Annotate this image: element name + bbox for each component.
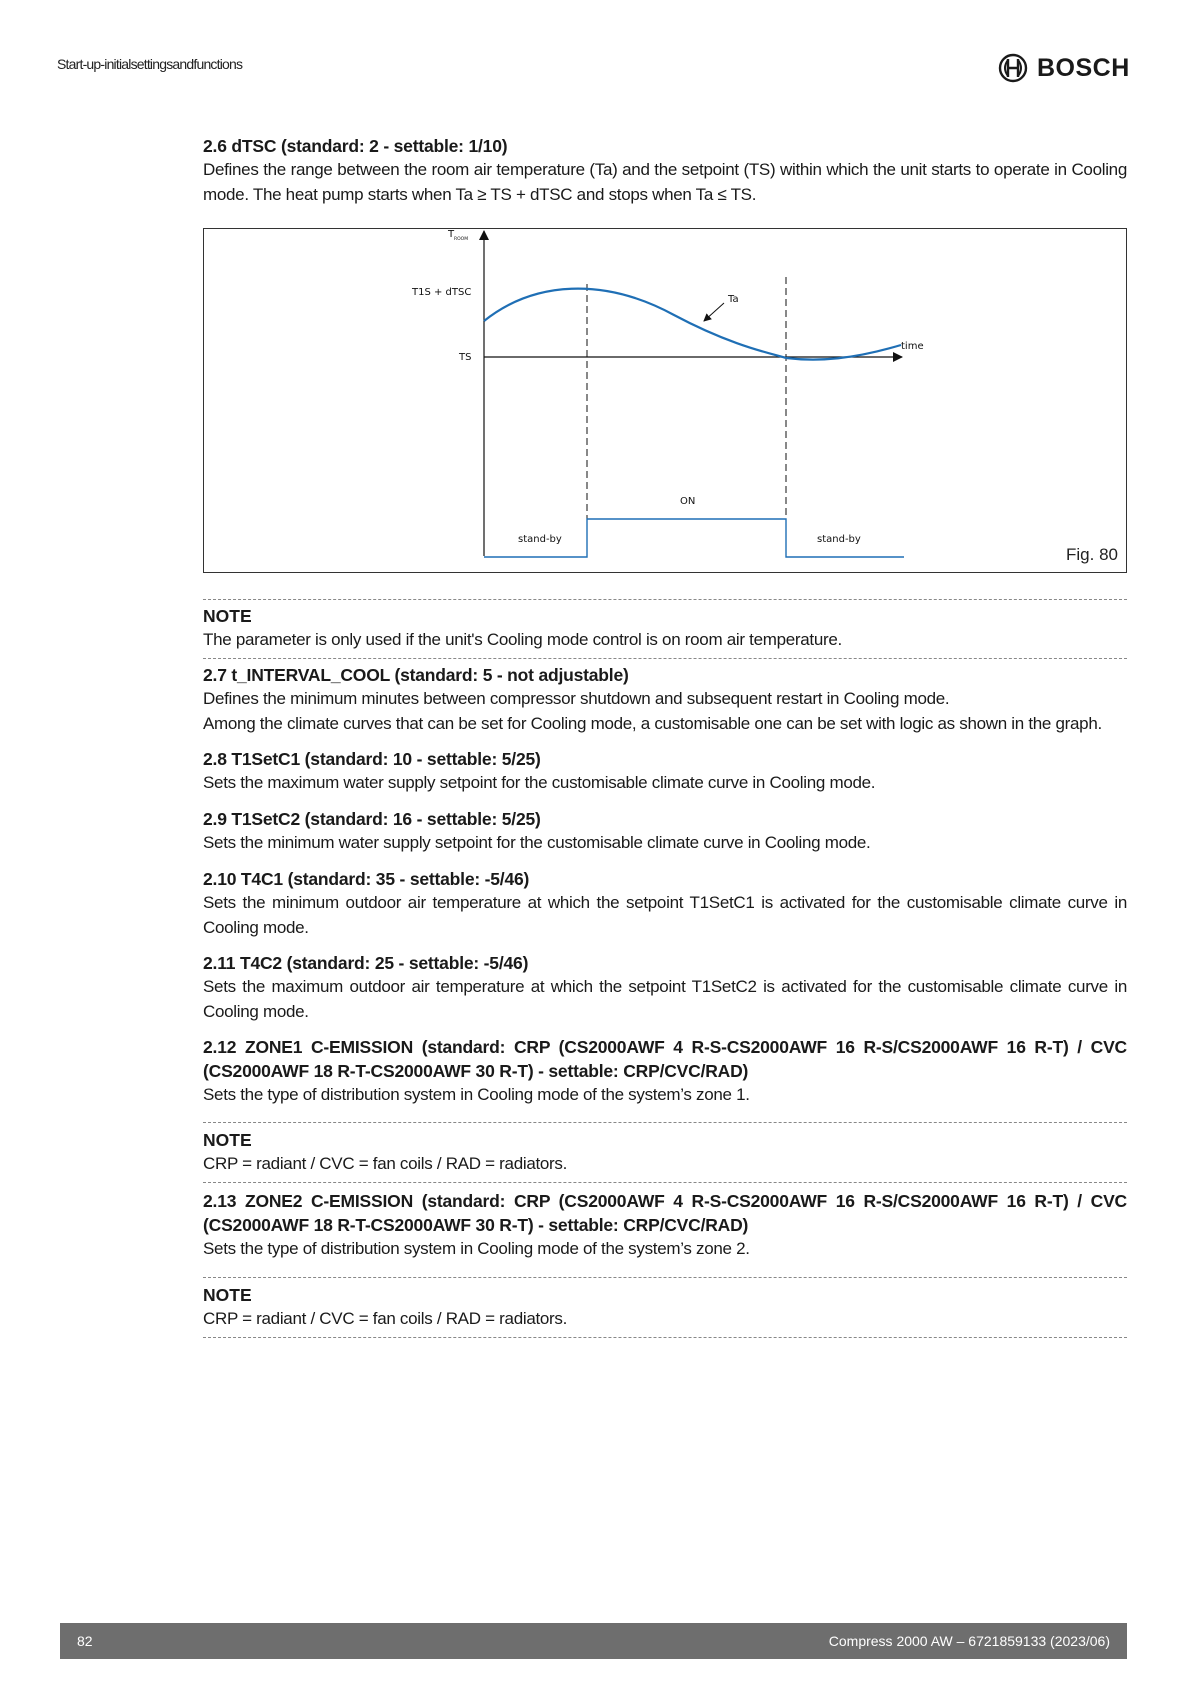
section-2-6 [203,134,1127,207]
standby-label-2: stand-by [817,534,861,545]
y-axis-label: T [448,229,455,240]
divider [203,1182,1127,1183]
section-2-12 [203,1035,1127,1108]
divider [203,1277,1127,1278]
divider [203,599,1127,600]
upper-threshold-label: T1S + dTSC [412,287,472,298]
page-footer [60,1623,1127,1659]
on-label: ON [680,496,696,507]
divider [203,658,1127,659]
ta-label: Ta [728,294,739,305]
section-title: 2.12 ZONE1 C-EMISSION (standard: CRP (CS2000AWF 4 R-S-CS2000AWF 16 R-S/CS2000AWF 16 R-T) / CVC (CS2000AWF 18 R-T-CS2000AWF 30 R-T) - settable: CRP/CVC/RAD) [203,1037,1127,1081]
room-temperature-curve [484,289,901,360]
section-title: 2.13 ZONE2 C-EMISSION (standard: CRP (CS2000AWF 4 R-S-CS2000AWF 16 R-S/CS2000AWF 16 R-T) / CVC (CS2000AWF 18 R-T-CS2000AWF 30 R-T) - settable: CRP/CVC/RAD) [203,1191,1127,1235]
figure-80 [203,228,1127,573]
divider [203,1122,1127,1123]
setpoint-label: TS [459,352,472,363]
section-2-9 [203,807,1127,856]
section-text: Sets the type of distribution system in Cooling mode of the system’s zone 1. [203,1085,750,1104]
note-title: NOTE [203,1285,252,1305]
section-text: Defines the minimum minutes between compressor shutdown and subsequent restart in Cooling mode. [203,689,950,708]
divider [203,1337,1127,1338]
note-text: CRP = radiant / CVC = fan coils / RAD = radiators. [203,1309,568,1328]
bosch-logo [998,52,1130,84]
page-number: 82 [77,1633,93,1649]
section-2-7 [203,663,1127,736]
section-title: 2.10 T4C1 (standard: 35 - settable: -5/46) [203,869,530,889]
section-title: 2.7 t_INTERVAL_COOL (standard: 5 - not adjustable) [203,665,629,685]
y-axis-sublabel: ROOM [454,237,469,242]
note-1 [203,604,1127,653]
section-text: Sets the type of distribution system in Cooling mode of the system’s zone 2. [203,1239,750,1258]
section-text: Sets the maximum outdoor air temperature at which the setpoint T1SetC2 is activated for the customisable climate curve in Cooling mode. [203,977,1127,1021]
document-reference: Compress 2000 AW – 6721859133 (2023/06) [828,1633,1110,1649]
section-2-10 [203,867,1127,940]
section-text: Among the climate curves that can be set for Cooling mode, a customisable one can be set with logic as shown in the graph. [203,713,1102,733]
section-2-13 [203,1189,1127,1262]
bosch-armature-icon [998,53,1028,83]
section-title: 2.8 T1SetC1 (standard: 10 - settable: 5/25) [203,749,541,769]
brand-name: BOSCH [1037,53,1130,82]
section-title: 2.11 T4C2 (standard: 25 - settable: -5/46) [203,953,529,973]
section-text: Sets the minimum outdoor air temperature at which the setpoint T1SetC1 is activated for the customisable climate curve in Cooling mode. [203,893,1127,937]
section-title: 2.6 dTSC (standard: 2 - settable: 1/10) [203,136,508,156]
note-title: NOTE [203,1130,252,1150]
standby-label-1: stand-by [518,534,562,545]
figure-label: Fig. 80 [1066,545,1118,564]
section-title: 2.9 T1SetC2 (standard: 16 - settable: 5/25) [203,809,541,829]
section-2-11 [203,951,1127,1024]
time-label: time [901,341,924,352]
section-text: Sets the minimum water supply setpoint for the customisable climate curve in Cooling mode. [203,833,871,852]
note-2 [203,1128,1127,1177]
note-title: NOTE [203,606,252,626]
section-2-8 [203,747,1127,796]
note-3 [203,1283,1127,1332]
section-text: Defines the range between the room air temperature (Ta) and the setpoint (TS) within which the unit starts to operate in Cooling mode. The heat pump starts when Ta ≥ TS + dTSC and stops when Ta ≤ TS. [203,160,1127,204]
note-text: CRP = radiant / CVC = fan coils / RAD = radiators. [203,1154,568,1173]
section-text: Sets the maximum water supply setpoint for the customisable climate curve in Cooling mode. [203,773,876,792]
note-text: The parameter is only used if the unit's Cooling mode control is on room air temperature. [203,630,842,649]
ta-pointer-arrow [704,303,724,321]
running-header: Start-up-initialsettingsandfunctions [57,56,243,72]
dtsc-diagram [204,229,1126,572]
